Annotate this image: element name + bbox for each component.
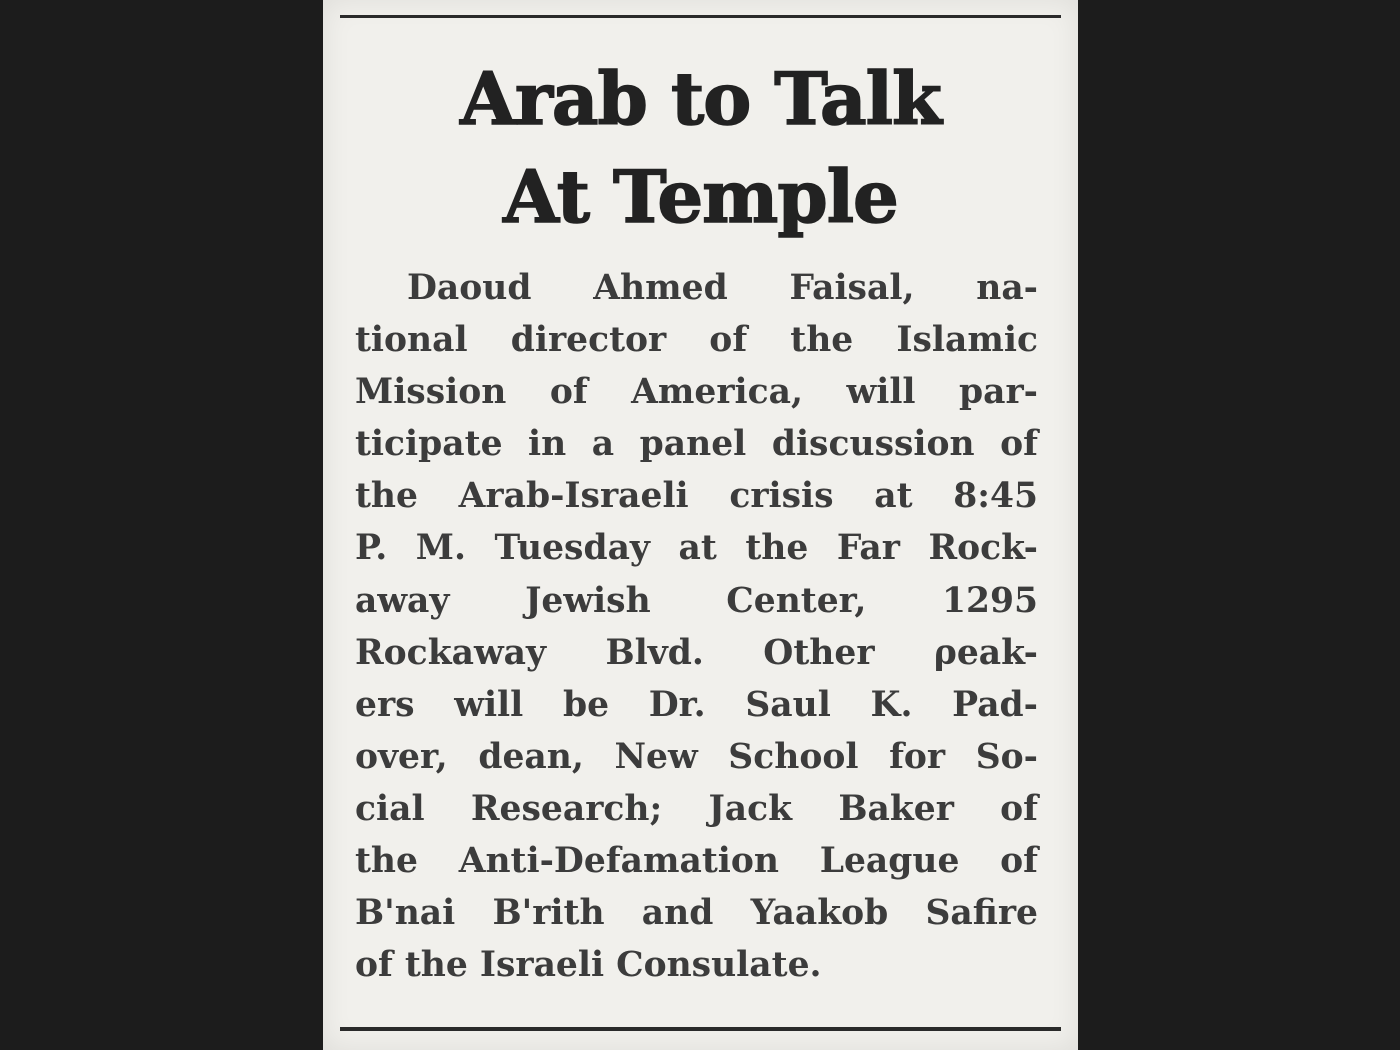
body-line: the Arab-Israeli crisis at 8:45 bbox=[355, 476, 1038, 517]
body-line: P. M. Tuesday at the Far Rock- bbox=[355, 528, 1038, 569]
body-line: B'nai B'rith and Yaakob Safire bbox=[355, 893, 1038, 934]
headline-line-1: Arab to Talk bbox=[460, 56, 941, 141]
body-line: ers will be Dr. Saul K. Pad- bbox=[355, 684, 1038, 725]
body-line: over, dean, New School for So- bbox=[355, 736, 1038, 777]
article-body bbox=[355, 262, 1038, 991]
bottom-rule bbox=[340, 1027, 1061, 1031]
body-line: tional director of the Islamic bbox=[355, 320, 1038, 361]
top-rule bbox=[340, 15, 1061, 18]
body-line: the Anti-Defamation League of bbox=[355, 841, 1038, 882]
body-line: Rockaway Blvd. Other ρeak- bbox=[355, 632, 1038, 673]
body-line: cial Research; Jack Baker of bbox=[355, 788, 1038, 829]
body-line: away Jewish Center, 1295 bbox=[355, 580, 1038, 621]
newspaper-clipping bbox=[323, 0, 1078, 1050]
body-line: ticipate in a panel discussion of bbox=[355, 424, 1038, 465]
body-line: Daoud Ahmed Faisal, na- bbox=[407, 268, 1038, 308]
body-line: of the Israeli Consulate. bbox=[355, 945, 822, 986]
body-line: Mission of America, will par- bbox=[355, 372, 1038, 413]
headline bbox=[323, 50, 1078, 246]
headline-line-2: At Temple bbox=[503, 154, 898, 239]
